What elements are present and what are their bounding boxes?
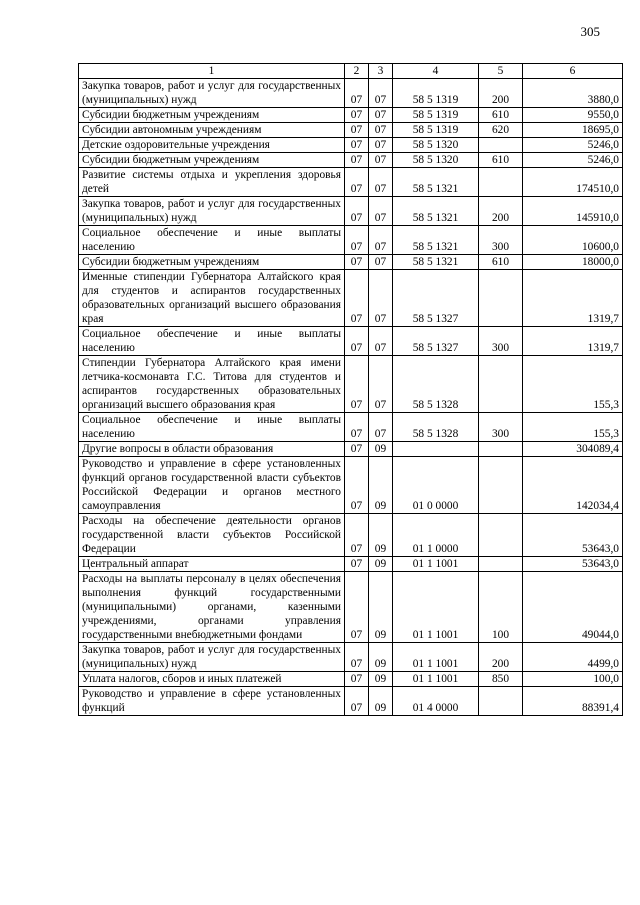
row-name-cell: Закупка товаров, работ и услуг для государственных (муниципальных) нужд — [79, 197, 345, 226]
row-expense-type-cell: 300 — [479, 413, 523, 442]
row-section-cell: 07 — [345, 153, 369, 168]
row-section-cell: 07 — [345, 327, 369, 356]
table-row — [79, 672, 623, 687]
budget-table — [78, 63, 623, 716]
row-name-cell: Стипендии Губернатора Алтайского края имени летчика-космонавта Г.С. Титова для студентов и аспирантов государственных образовательных организаций высшего образования края — [79, 356, 345, 413]
row-expense-type-cell — [479, 442, 523, 457]
table-row — [79, 687, 623, 716]
row-sum-cell: 53643,0 — [523, 514, 623, 557]
row-target-article-cell: 58 5 1320 — [393, 153, 479, 168]
table-row — [79, 123, 623, 138]
row-subsection-cell: 07 — [369, 138, 393, 153]
row-subsection-cell: 09 — [369, 514, 393, 557]
table-row — [79, 197, 623, 226]
row-expense-type-cell: 850 — [479, 672, 523, 687]
row-name-cell: Руководство и управление в сфере установленных функций — [79, 687, 345, 716]
row-target-article-cell: 58 5 1321 — [393, 197, 479, 226]
row-target-article-cell: 58 5 1321 — [393, 226, 479, 255]
row-section-cell: 07 — [345, 123, 369, 138]
row-sum-cell: 3880,0 — [523, 79, 623, 108]
row-subsection-cell: 07 — [369, 108, 393, 123]
row-subsection-cell: 07 — [369, 270, 393, 327]
row-section-cell: 07 — [345, 79, 369, 108]
row-sum-cell: 49044,0 — [523, 572, 623, 643]
row-sum-cell: 88391,4 — [523, 687, 623, 716]
row-sum-cell: 1319,7 — [523, 270, 623, 327]
row-name-cell: Субсидии бюджетным учреждениям — [79, 108, 345, 123]
row-expense-type-cell: 200 — [479, 197, 523, 226]
row-section-cell: 07 — [345, 108, 369, 123]
table-row — [79, 557, 623, 572]
table-row — [79, 572, 623, 643]
row-section-cell: 07 — [345, 457, 369, 514]
row-name-cell: Субсидии автономным учреждениям — [79, 123, 345, 138]
row-name-cell: Другие вопросы в области образования — [79, 442, 345, 457]
row-section-cell: 07 — [345, 197, 369, 226]
row-subsection-cell: 07 — [369, 123, 393, 138]
row-subsection-cell: 09 — [369, 687, 393, 716]
row-expense-type-cell: 200 — [479, 643, 523, 672]
row-subsection-cell: 07 — [369, 356, 393, 413]
row-section-cell: 07 — [345, 356, 369, 413]
header-cell: 5 — [479, 64, 523, 79]
table-row — [79, 138, 623, 153]
table-row — [79, 270, 623, 327]
row-section-cell: 07 — [345, 413, 369, 442]
row-sum-cell: 18000,0 — [523, 255, 623, 270]
row-sum-cell: 18695,0 — [523, 123, 623, 138]
row-expense-type-cell: 300 — [479, 226, 523, 255]
page-number: 305 — [580, 24, 600, 39]
row-expense-type-cell — [479, 557, 523, 572]
table-row — [79, 255, 623, 270]
table-row — [79, 442, 623, 457]
table-row — [79, 153, 623, 168]
row-section-cell: 07 — [345, 255, 369, 270]
row-subsection-cell: 09 — [369, 557, 393, 572]
row-name-cell: Расходы на обеспечение деятельности органов государственной власти субъектов Российской Федерации — [79, 514, 345, 557]
header-row — [79, 64, 623, 79]
row-section-cell: 07 — [345, 226, 369, 255]
row-expense-type-cell: 610 — [479, 153, 523, 168]
row-sum-cell: 5246,0 — [523, 153, 623, 168]
row-target-article-cell: 58 5 1327 — [393, 270, 479, 327]
row-subsection-cell: 07 — [369, 226, 393, 255]
row-section-cell: 07 — [345, 138, 369, 153]
row-subsection-cell: 07 — [369, 79, 393, 108]
row-expense-type-cell — [479, 270, 523, 327]
row-sum-cell: 4499,0 — [523, 643, 623, 672]
row-subsection-cell: 09 — [369, 643, 393, 672]
row-expense-type-cell: 100 — [479, 572, 523, 643]
row-name-cell: Социальное обеспечение и иные выплаты населению — [79, 327, 345, 356]
row-section-cell: 07 — [345, 557, 369, 572]
row-expense-type-cell — [479, 687, 523, 716]
row-name-cell: Руководство и управление в сфере установленных функций органов государственной власти субъектов Российской Федерации и органов местного самоуправления — [79, 457, 345, 514]
row-expense-type-cell — [479, 457, 523, 514]
row-subsection-cell: 07 — [369, 168, 393, 197]
row-expense-type-cell — [479, 356, 523, 413]
row-target-article-cell: 58 5 1319 — [393, 123, 479, 138]
row-sum-cell: 5246,0 — [523, 138, 623, 153]
row-sum-cell: 10600,0 — [523, 226, 623, 255]
row-name-cell: Социальное обеспечение и иные выплаты населению — [79, 226, 345, 255]
table-row — [79, 226, 623, 255]
row-subsection-cell: 07 — [369, 153, 393, 168]
row-target-article-cell: 01 1 0000 — [393, 514, 479, 557]
row-sum-cell: 145910,0 — [523, 197, 623, 226]
header-cell: 4 — [393, 64, 479, 79]
row-target-article-cell: 01 1 1001 — [393, 557, 479, 572]
row-expense-type-cell — [479, 138, 523, 153]
row-target-article-cell: 58 5 1320 — [393, 138, 479, 153]
table-row — [79, 413, 623, 442]
row-sum-cell: 155,3 — [523, 356, 623, 413]
row-expense-type-cell: 200 — [479, 79, 523, 108]
row-name-cell: Субсидии бюджетным учреждениям — [79, 153, 345, 168]
row-name-cell: Социальное обеспечение и иные выплаты населению — [79, 413, 345, 442]
table-row — [79, 643, 623, 672]
row-expense-type-cell: 610 — [479, 255, 523, 270]
row-subsection-cell: 07 — [369, 327, 393, 356]
row-name-cell: Расходы на выплаты персоналу в целях обеспечения выполнения функций государственными (муниципальными) органами, казенными учреждениями, органами управления государственными внебюджетными фондами — [79, 572, 345, 643]
row-name-cell: Закупка товаров, работ и услуг для государственных (муниципальных) нужд — [79, 643, 345, 672]
table-row — [79, 108, 623, 123]
row-sum-cell: 53643,0 — [523, 557, 623, 572]
row-section-cell: 07 — [345, 514, 369, 557]
table-row — [79, 514, 623, 557]
row-target-article-cell: 01 1 1001 — [393, 572, 479, 643]
table-row — [79, 327, 623, 356]
table-row — [79, 356, 623, 413]
row-subsection-cell: 09 — [369, 442, 393, 457]
row-subsection-cell: 09 — [369, 672, 393, 687]
row-target-article-cell: 01 1 1001 — [393, 643, 479, 672]
row-target-article-cell: 58 5 1319 — [393, 79, 479, 108]
row-sum-cell: 9550,0 — [523, 108, 623, 123]
row-target-article-cell: 58 5 1328 — [393, 356, 479, 413]
row-target-article-cell: 01 4 0000 — [393, 687, 479, 716]
row-sum-cell: 155,3 — [523, 413, 623, 442]
row-name-cell: Именные стипендии Губернатора Алтайского края для студентов и аспирантов государственных образовательных организаций высшего образования края — [79, 270, 345, 327]
row-sum-cell: 304089,4 — [523, 442, 623, 457]
row-sum-cell: 1319,7 — [523, 327, 623, 356]
row-expense-type-cell: 610 — [479, 108, 523, 123]
row-name-cell: Закупка товаров, работ и услуг для государственных (муниципальных) нужд — [79, 79, 345, 108]
row-subsection-cell: 07 — [369, 413, 393, 442]
row-expense-type-cell: 620 — [479, 123, 523, 138]
row-name-cell: Центральный аппарат — [79, 557, 345, 572]
row-expense-type-cell: 300 — [479, 327, 523, 356]
row-section-cell: 07 — [345, 672, 369, 687]
row-section-cell: 07 — [345, 643, 369, 672]
table-row — [79, 457, 623, 514]
row-sum-cell: 100,0 — [523, 672, 623, 687]
header-cell: 2 — [345, 64, 369, 79]
row-target-article-cell: 58 5 1321 — [393, 168, 479, 197]
table-row — [79, 79, 623, 108]
row-subsection-cell: 09 — [369, 457, 393, 514]
row-target-article-cell: 58 5 1321 — [393, 255, 479, 270]
row-subsection-cell: 07 — [369, 197, 393, 226]
row-subsection-cell: 07 — [369, 255, 393, 270]
row-expense-type-cell — [479, 514, 523, 557]
row-subsection-cell: 09 — [369, 572, 393, 643]
row-target-article-cell: 58 5 1328 — [393, 413, 479, 442]
header-cell: 1 — [79, 64, 345, 79]
row-section-cell: 07 — [345, 270, 369, 327]
row-section-cell: 07 — [345, 442, 369, 457]
row-name-cell: Детские оздоровительные учреждения — [79, 138, 345, 153]
row-section-cell: 07 — [345, 687, 369, 716]
row-expense-type-cell — [479, 168, 523, 197]
header-cell: 6 — [523, 64, 623, 79]
row-target-article-cell: 58 5 1319 — [393, 108, 479, 123]
header-cell: 3 — [369, 64, 393, 79]
row-name-cell: Развитие системы отдыха и укрепления здоровья детей — [79, 168, 345, 197]
row-target-article-cell: 01 0 0000 — [393, 457, 479, 514]
table-body — [79, 79, 623, 716]
row-target-article-cell: 01 1 1001 — [393, 672, 479, 687]
row-section-cell: 07 — [345, 572, 369, 643]
row-target-article-cell — [393, 442, 479, 457]
row-section-cell: 07 — [345, 168, 369, 197]
table-row — [79, 168, 623, 197]
row-name-cell: Субсидии бюджетным учреждениям — [79, 255, 345, 270]
row-sum-cell: 142034,4 — [523, 457, 623, 514]
row-target-article-cell: 58 5 1327 — [393, 327, 479, 356]
row-sum-cell: 174510,0 — [523, 168, 623, 197]
row-name-cell: Уплата налогов, сборов и иных платежей — [79, 672, 345, 687]
